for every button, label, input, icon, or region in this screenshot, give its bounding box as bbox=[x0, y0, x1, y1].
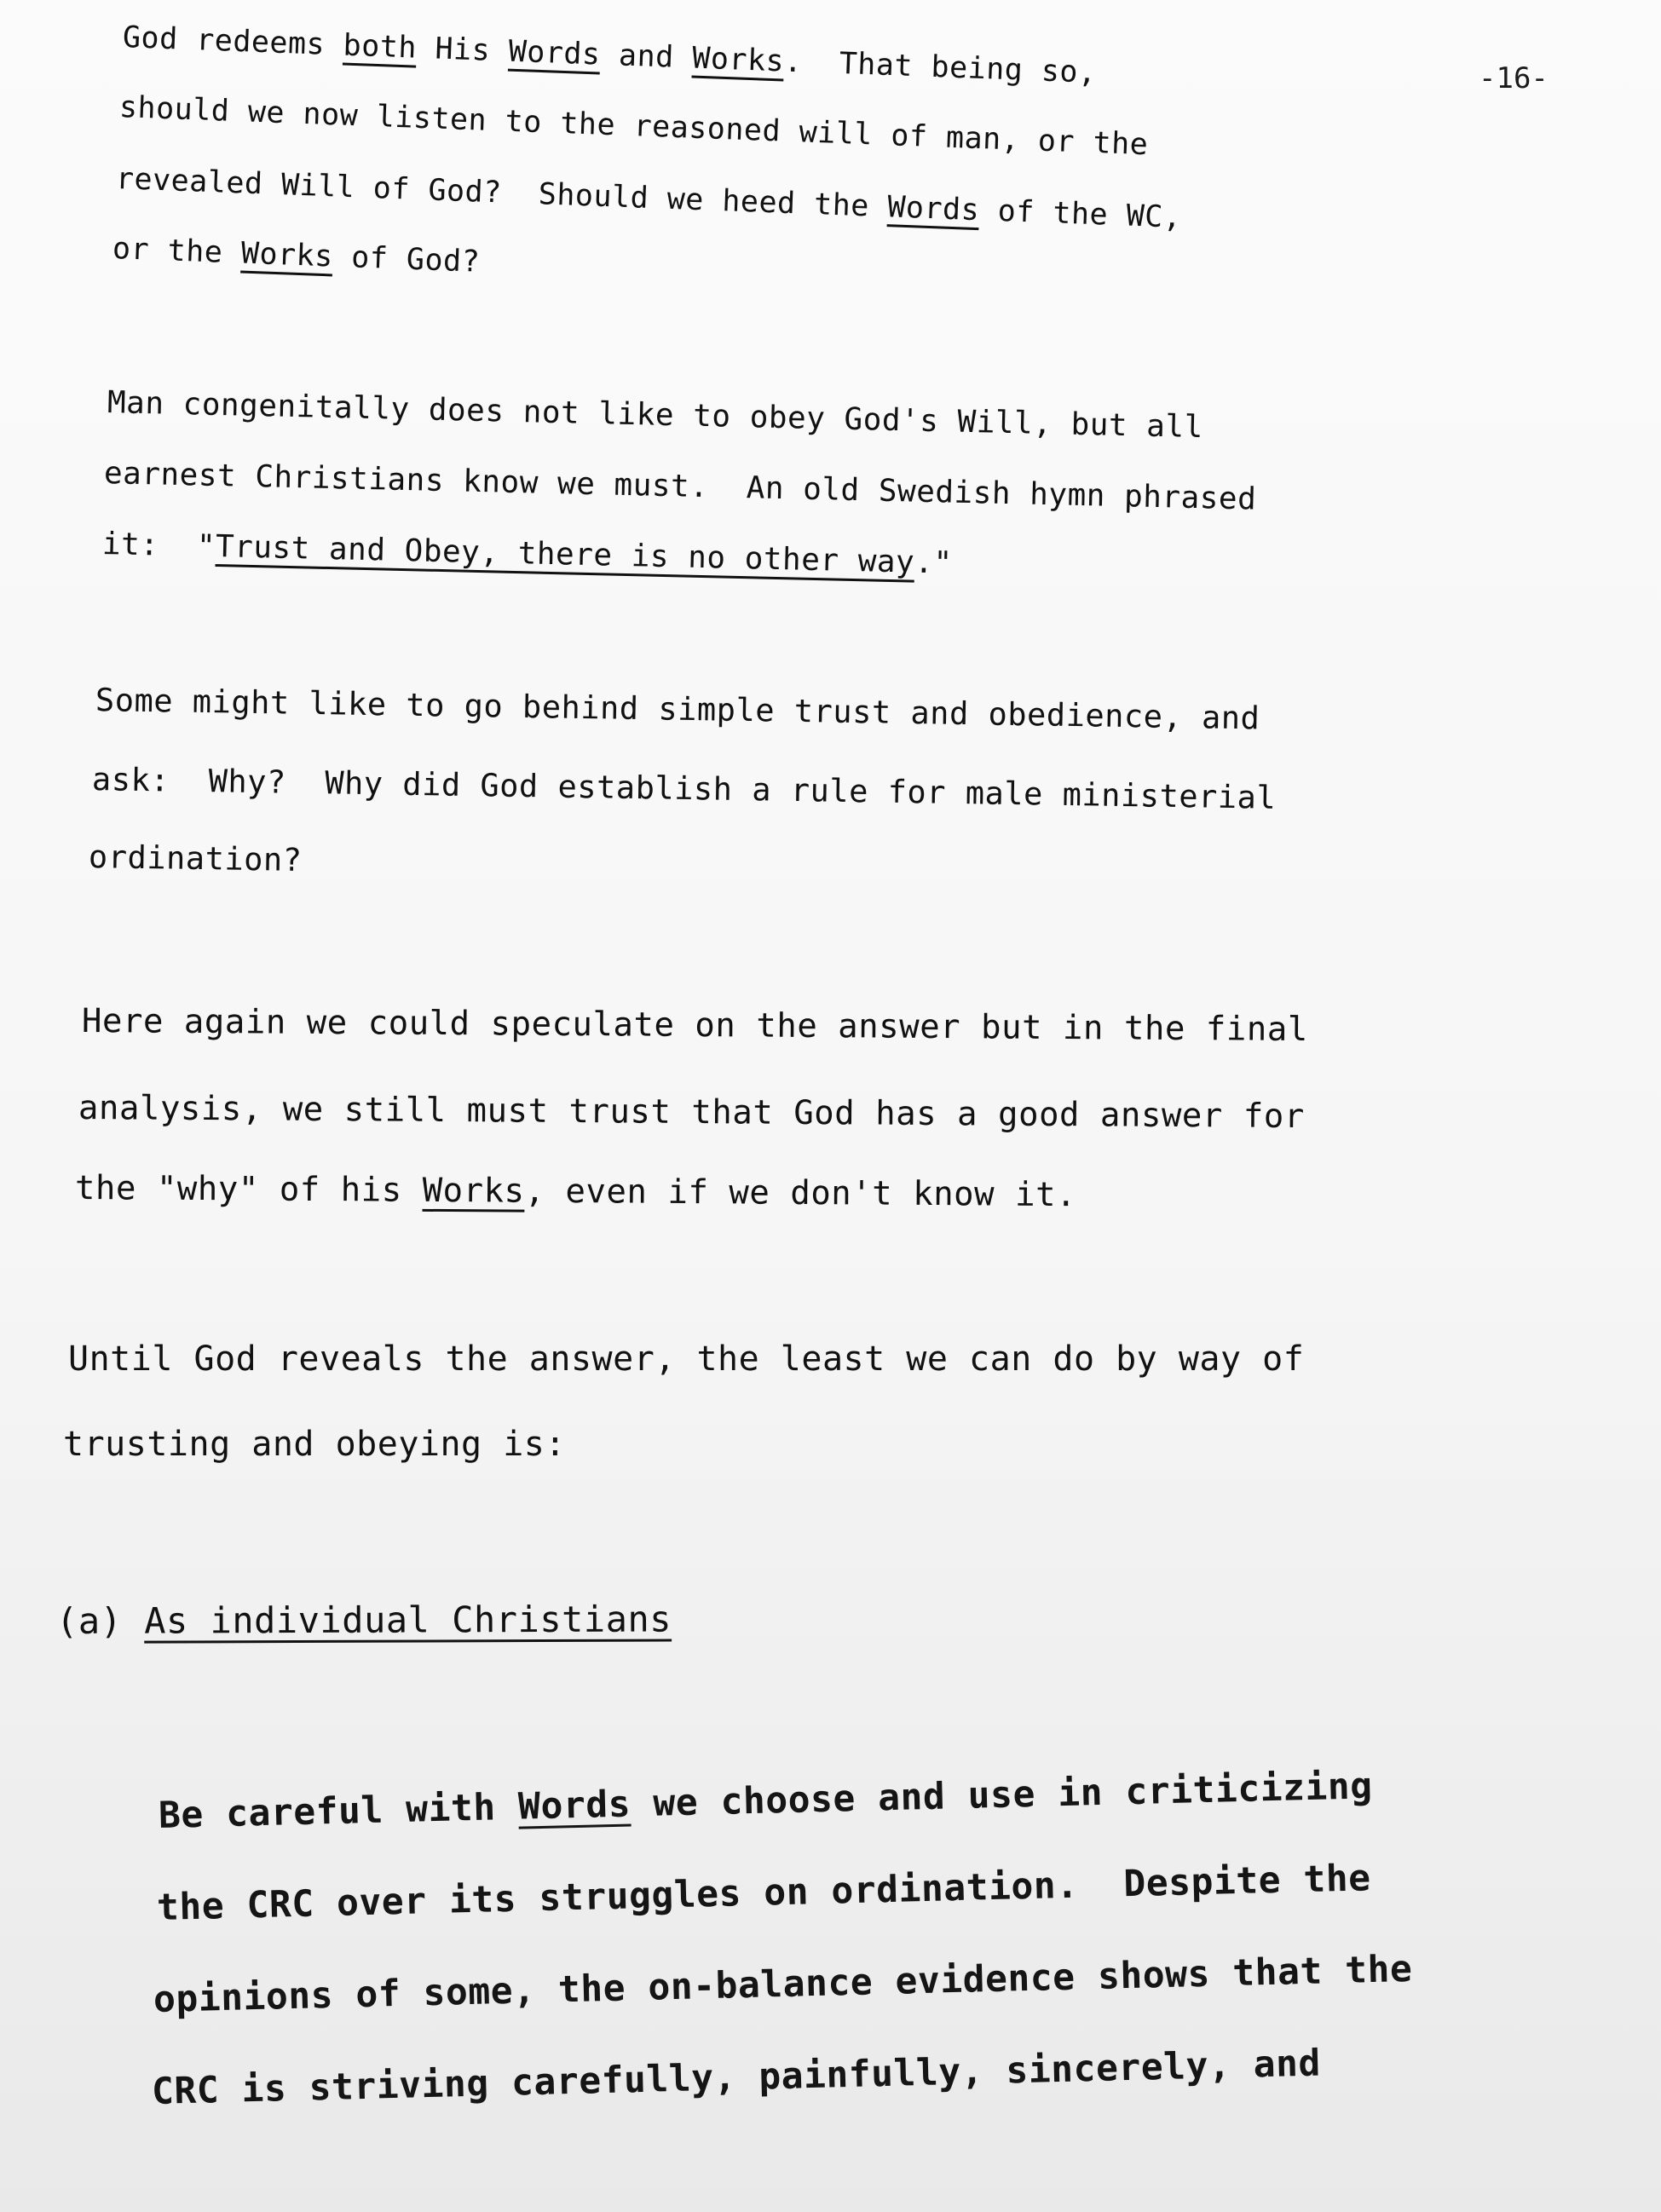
text-segment: Here again we could speculate on the answer but in the final bbox=[81, 1002, 1308, 1050]
text-line bbox=[156, 1857, 1371, 1929]
text-line bbox=[158, 1765, 1373, 1837]
text-segment: , even if we don't know it. bbox=[524, 1172, 1077, 1215]
text-segment: the "why" of his bbox=[74, 1169, 423, 1210]
text-segment: it: " bbox=[101, 527, 216, 565]
text-segment: of God? bbox=[332, 239, 481, 279]
text-segment: revealed Will of God? Should we heed the bbox=[115, 162, 889, 225]
text-segment: His bbox=[416, 31, 510, 69]
underlined-text: both bbox=[342, 28, 418, 66]
underlined-text: Trust and Obey, there is no other way bbox=[215, 529, 915, 580]
text-segment: or the bbox=[112, 232, 242, 271]
text-segment: God redeems bbox=[122, 20, 344, 63]
text-segment: analysis, we still must trust that God has a good answer for bbox=[78, 1089, 1305, 1137]
text-segment: Some might like to go behind simple trust and obedience, and bbox=[95, 682, 1260, 737]
text-line bbox=[104, 456, 1257, 517]
text-line bbox=[92, 761, 1277, 816]
text-segment: . That being so, bbox=[783, 44, 1098, 90]
page-number: -16- bbox=[1479, 61, 1549, 95]
text-line bbox=[115, 162, 1182, 235]
text-segment: should we now listen to the reasoned will of man, or the bbox=[118, 90, 1149, 163]
text-segment: Man congenitally does not like to obey God's Will, but all bbox=[107, 385, 1204, 446]
underlined-text: Words bbox=[886, 190, 980, 228]
text-segment: of the WC, bbox=[978, 193, 1183, 235]
text-segment: ordination? bbox=[88, 838, 303, 878]
text-segment: opinions of some, the on-balance evidence shows that the bbox=[153, 1947, 1413, 2021]
text-segment: ask: Why? Why did God establish a rule for male ministerial bbox=[91, 761, 1277, 816]
text-line bbox=[112, 232, 481, 279]
text-line bbox=[151, 2042, 1321, 2113]
text-segment: we choose and use in criticizing bbox=[630, 1765, 1374, 1826]
text-segment: and bbox=[599, 37, 694, 76]
text-line bbox=[95, 682, 1260, 736]
text-line bbox=[63, 1425, 566, 1464]
text-line bbox=[153, 1948, 1413, 2021]
text-segment: ." bbox=[914, 544, 954, 581]
text-segment: CRC is striving carefully, painfully, sincerely, and bbox=[151, 2042, 1322, 2113]
text-line bbox=[122, 20, 1097, 90]
text-line bbox=[78, 1089, 1305, 1136]
text-line bbox=[82, 1002, 1308, 1049]
underlined-text: Works bbox=[422, 1171, 525, 1211]
text-segment: (a) bbox=[55, 1599, 145, 1642]
text-segment: trusting and obeying is: bbox=[63, 1425, 566, 1464]
text-line bbox=[68, 1339, 1304, 1379]
underlined-text: As individual Christians bbox=[144, 1598, 672, 1642]
text-line bbox=[107, 385, 1204, 445]
text-segment: Until God reveals the answer, the least we can do by way of bbox=[68, 1339, 1305, 1379]
text-line bbox=[102, 527, 954, 581]
text-segment: earnest Christians know we must. An old Swedish hymn phrased bbox=[103, 456, 1257, 517]
text-line bbox=[89, 838, 303, 878]
section-heading bbox=[56, 1598, 672, 1642]
underlined-text: Words bbox=[507, 34, 602, 72]
text-segment: the CRC over its struggles on ordination. Despite the bbox=[156, 1857, 1372, 1929]
text-line bbox=[75, 1169, 1076, 1214]
underlined-text: Works bbox=[240, 236, 334, 274]
underlined-text: Works bbox=[691, 41, 785, 79]
text-segment: Be careful with bbox=[158, 1785, 519, 1837]
underlined-text: Words bbox=[517, 1783, 632, 1829]
text-line bbox=[118, 90, 1149, 162]
